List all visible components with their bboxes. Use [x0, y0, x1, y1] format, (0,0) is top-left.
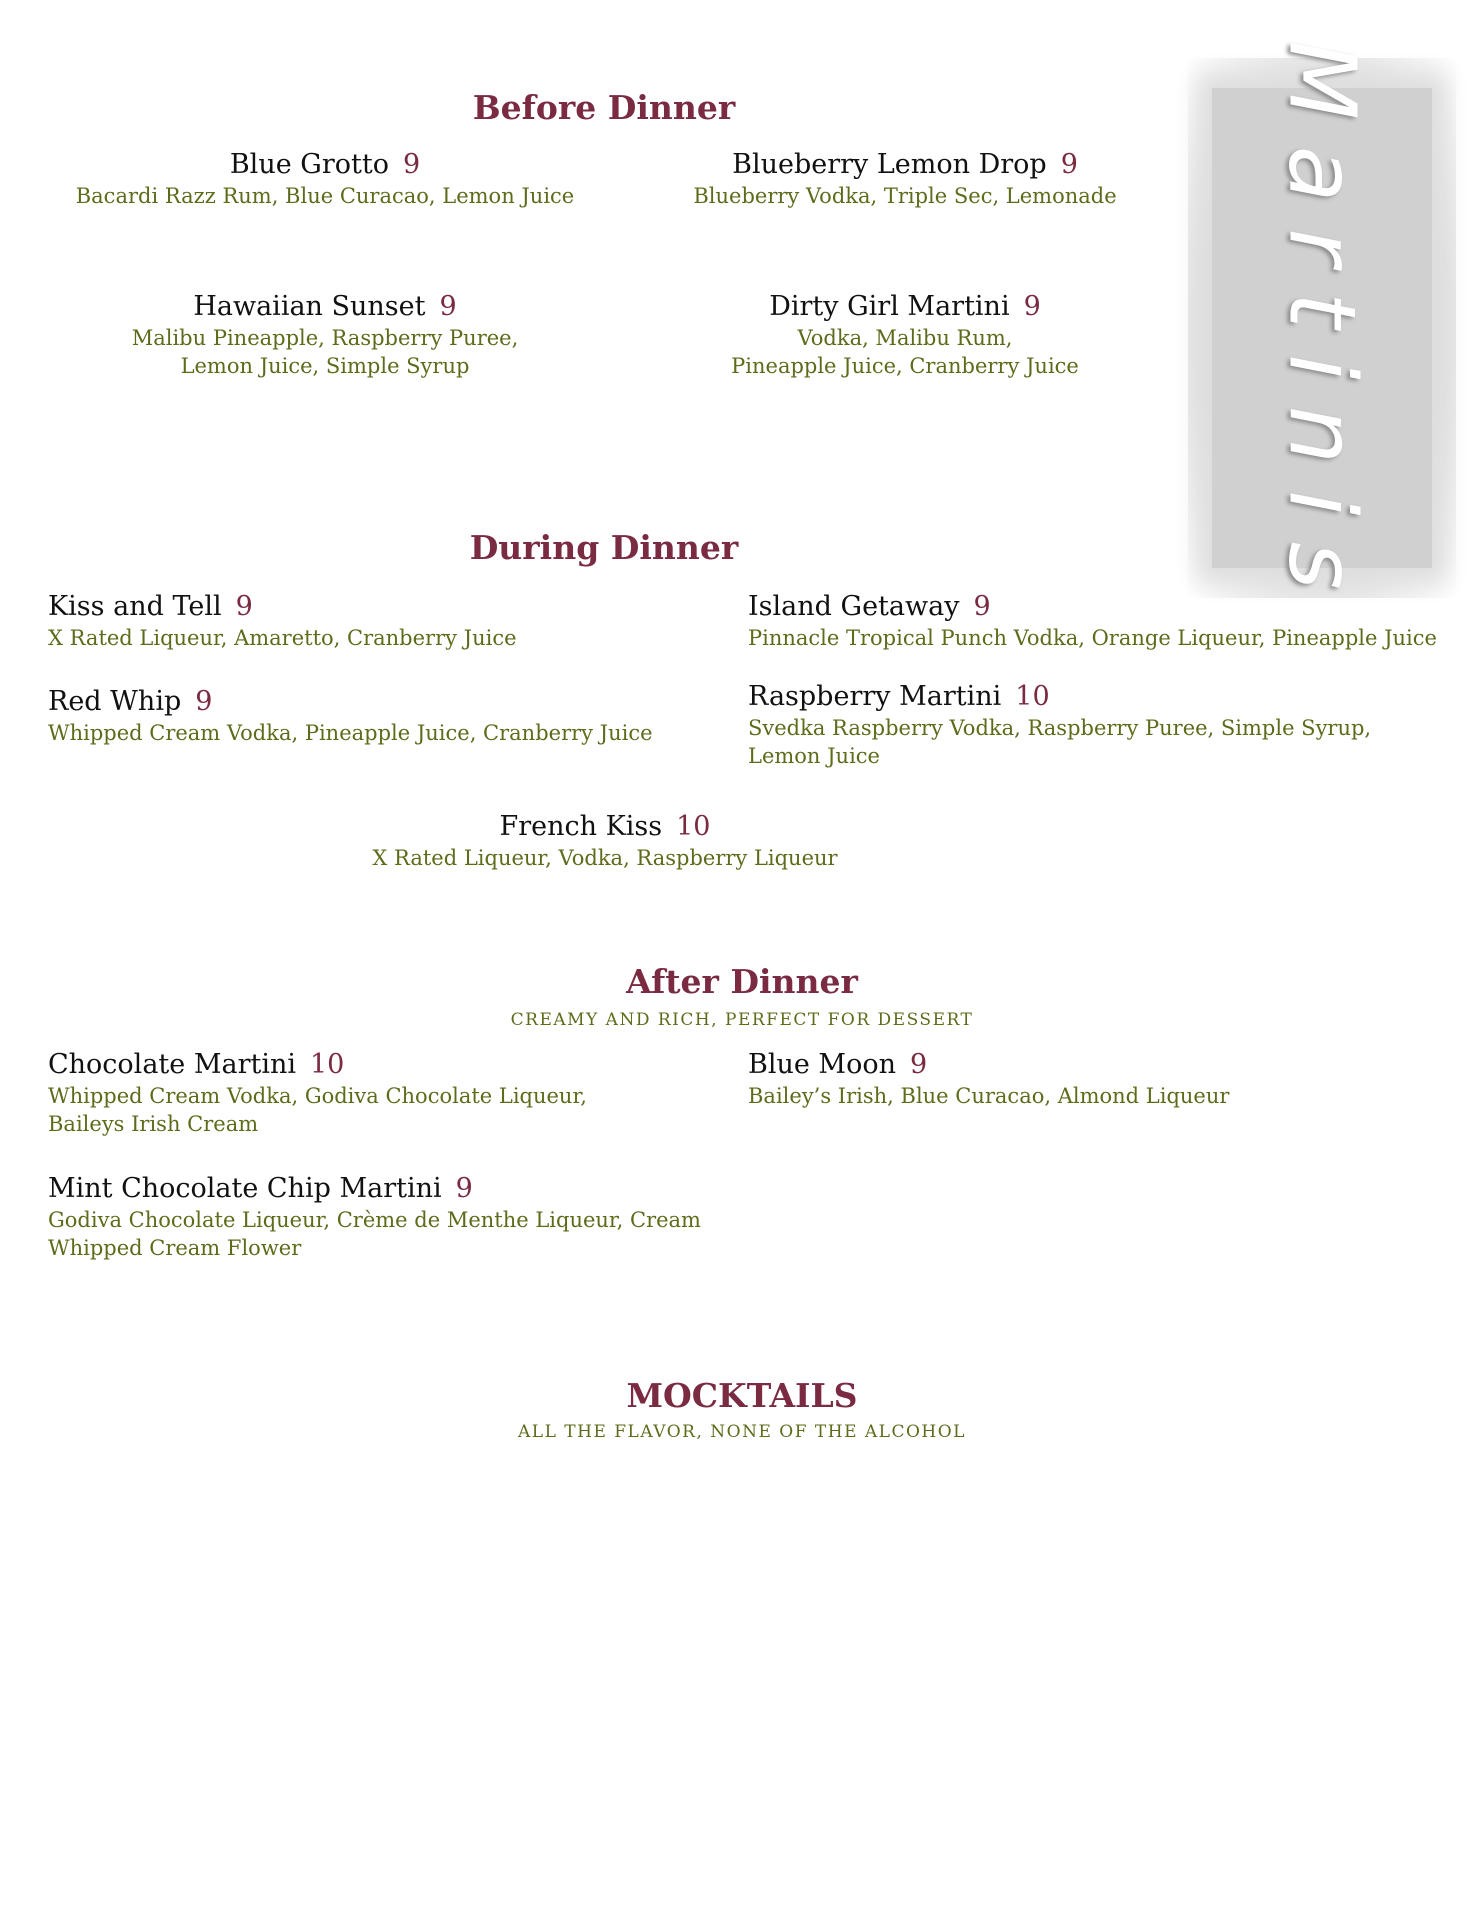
- item-price: 9: [1023, 291, 1041, 322]
- section-title-during-dinner: During Dinner: [469, 528, 739, 567]
- menu-item: [48, 1048, 587, 1138]
- menu-item: [40, 290, 610, 380]
- item-description: Baileys Irish Cream: [48, 1112, 259, 1136]
- menu-item: [620, 290, 1190, 380]
- item-description: Whipped Cream Flower: [48, 1236, 302, 1260]
- item-price: 9: [402, 149, 421, 180]
- menu-item: [748, 680, 1371, 770]
- menu-item: [48, 1172, 701, 1262]
- menu-item: [620, 148, 1190, 210]
- item-description: Whipped Cream Vodka, Godiva Chocolate Liqueur,: [48, 1084, 587, 1108]
- item-description: Pinnacle Tropical Punch Vodka, Orange Liqueur, Pineapple Juice: [748, 626, 1437, 650]
- section-title-after-dinner: After Dinner: [626, 962, 858, 1001]
- section-title-before-dinner: Before Dinner: [472, 88, 736, 127]
- item-description: Svedka Raspberry Vodka, Raspberry Puree, Simple Syrup,: [748, 716, 1372, 740]
- section-subtitle-after-dinner: CREAMY AND RICH, PERFECT FOR DESSERT: [510, 1010, 974, 1030]
- item-price: 10: [1015, 681, 1050, 712]
- item-name: Island Getaway: [748, 591, 960, 622]
- item-description: Malibu Pineapple, Raspberry Puree,: [131, 326, 519, 350]
- item-name: Blue Grotto: [229, 149, 389, 180]
- menu-item: [310, 810, 900, 872]
- item-price: 9: [235, 591, 253, 622]
- item-name: Red Whip: [48, 686, 182, 717]
- section-title-mocktails: MOCKTAILS: [626, 1376, 858, 1415]
- item-description: Blueberry Vodka, Triple Sec, Lemonade: [693, 184, 1117, 208]
- item-price: 10: [676, 811, 711, 842]
- item-description: Godiva Chocolate Liqueur, Crème de Menthe Liqueur, Cream: [48, 1208, 701, 1232]
- item-description: X Rated Liqueur, Amaretto, Cranberry Juice: [48, 626, 517, 650]
- item-price: 9: [195, 686, 213, 717]
- item-description: X Rated Liqueur, Vodka, Raspberry Liqueur: [372, 846, 838, 870]
- item-description: Vodka, Malibu Rum,: [797, 326, 1013, 350]
- section-subtitle-mocktails: ALL THE FLAVOR, NONE OF THE ALCOHOL: [518, 1422, 966, 1442]
- menu-item: [48, 685, 653, 747]
- item-price: 10: [309, 1049, 345, 1080]
- item-name: Kiss and Tell: [48, 591, 222, 622]
- item-description: Bacardi Razz Rum, Blue Curacao, Lemon Juice: [75, 184, 575, 208]
- menu-item: [40, 148, 610, 210]
- item-name: Raspberry Martini: [748, 681, 1002, 712]
- menu-item: [48, 590, 517, 652]
- menu-item: [748, 590, 1437, 652]
- item-name: French Kiss: [499, 811, 663, 842]
- menu-item: [748, 1048, 1229, 1110]
- item-description: Lemon Juice: [748, 744, 880, 768]
- item-description: Whipped Cream Vodka, Pineapple Juice, Cranberry Juice: [48, 721, 653, 745]
- item-description: Lemon Juice, Simple Syrup: [180, 354, 470, 378]
- item-price: 9: [439, 291, 457, 322]
- item-price: 9: [909, 1049, 928, 1080]
- item-price: 9: [455, 1173, 473, 1204]
- item-name: Hawaiian Sunset: [193, 291, 426, 322]
- banner-text: Martinis: [1268, 40, 1376, 616]
- item-description: Bailey’s Irish, Blue Curacao, Almond Liqueur: [748, 1084, 1230, 1108]
- item-name: Chocolate Martini: [48, 1049, 296, 1080]
- item-name: Blue Moon: [748, 1049, 896, 1080]
- item-price: 9: [1060, 149, 1078, 180]
- item-price: 9: [973, 591, 991, 622]
- item-description: Pineapple Juice, Cranberry Juice: [731, 354, 1079, 378]
- item-name: Mint Chocolate Chip Martini: [48, 1173, 442, 1204]
- item-name: Blueberry Lemon Drop: [732, 149, 1047, 180]
- item-name: Dirty Girl Martini: [769, 291, 1010, 322]
- martinis-banner: [1188, 40, 1456, 616]
